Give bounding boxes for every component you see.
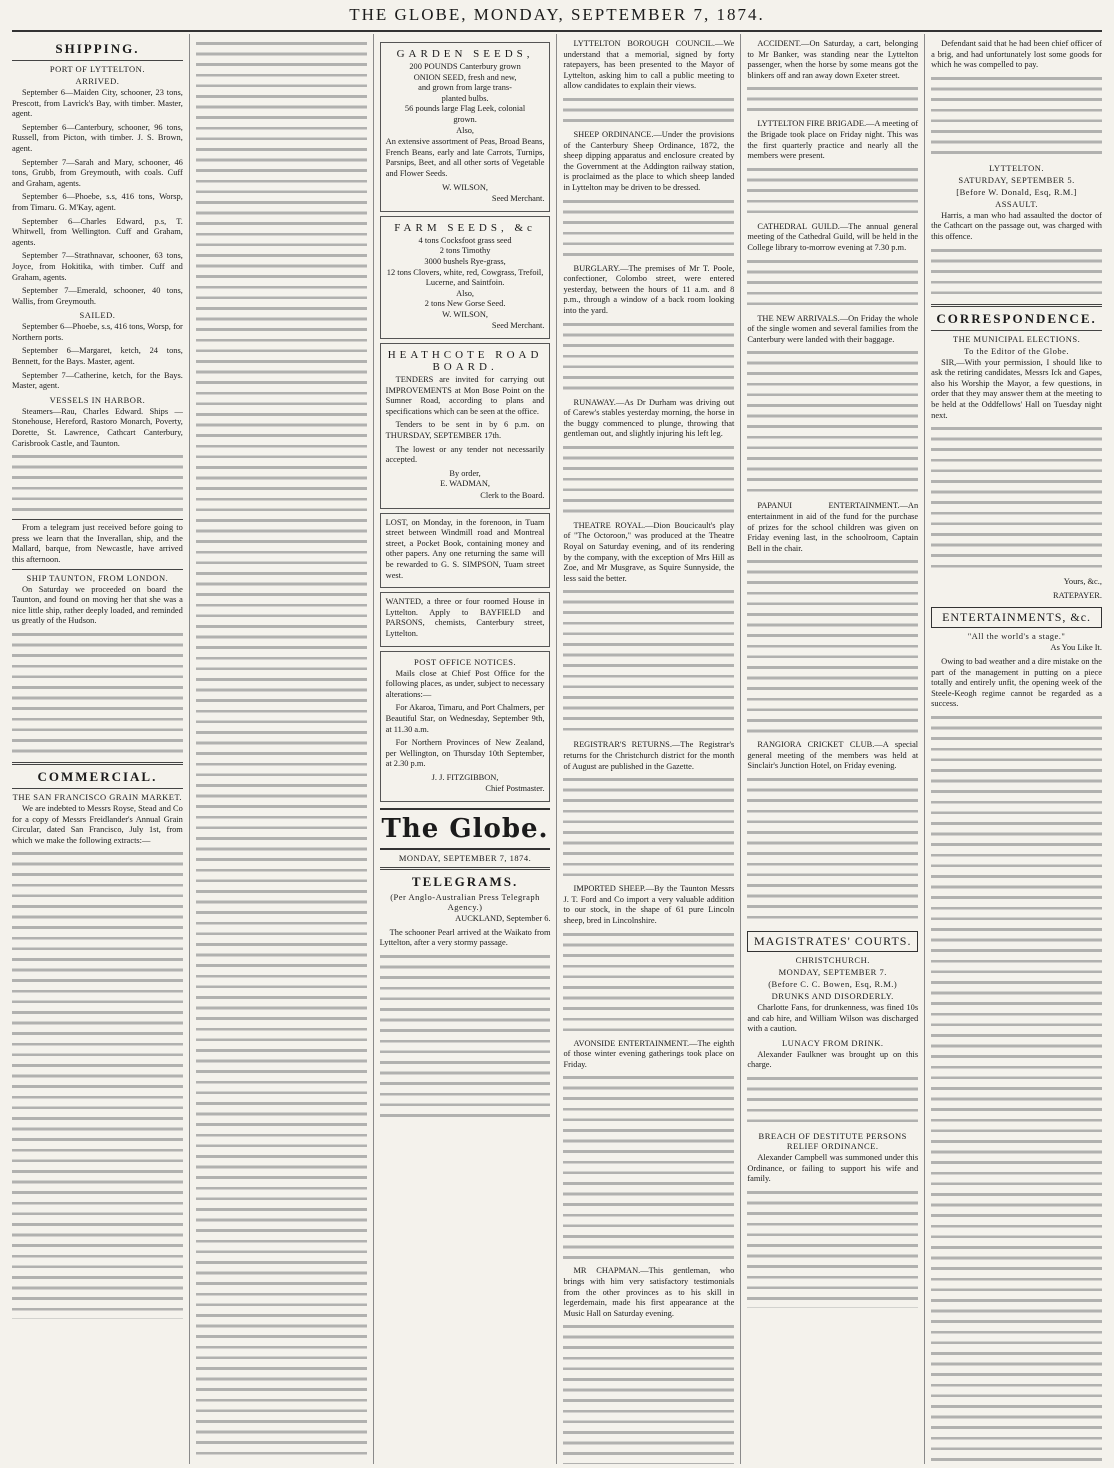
- ad-line: 3000 bushels Rye-grass,: [424, 256, 506, 266]
- entertainments-quote: "All the world's a stage.": [967, 631, 1066, 642]
- court-subheading: ASSAULT.: [995, 198, 1039, 209]
- column-2: [190, 34, 374, 1464]
- ad-line: 200 POUNDS Canterbury grown: [409, 62, 521, 71]
- news-item: SHEEP ORDINANCE.—Under the provisions of the Canterbury Sheep Ordinance, 1872, the sheep dipping apparatus and enclosure created by the Government at the Addington railway station, is proclaimed as the place to which sheep landed in Lyttelton may be driven to be dressed.: [563, 129, 735, 192]
- text-placeholder: [563, 443, 734, 518]
- text-placeholder: [747, 348, 918, 498]
- divider: [931, 330, 1102, 331]
- divider: [12, 788, 183, 789]
- column-3: [374, 34, 558, 1464]
- assault-text: Harris, a man who had assaulted the doctor of the Cathcart on the passage out, was charged with this offence.: [931, 210, 1102, 241]
- lyttelton-date: SATURDAY, SEPTEMBER 5.: [958, 174, 1075, 185]
- text-placeholder: [563, 587, 734, 737]
- news-item: MR CHAPMAN.—This gentleman, who brings with him very satisfactory testimonials from the other provinces as to his skill in legerdemain, made his first appearance at the Music Hall on Saturday evening.: [563, 1266, 735, 1318]
- arrival-item: September 7—Strathnavar, schooner, 63 tons, Joyce, from Hokitika, with timber. Cuff and Graham, agents.: [12, 251, 183, 282]
- commercial-intro: We are indebted to Messrs Royse, Stead and Co for a copy of Messrs Freidlander's Annual Grain Circular, dated San Francisco, July 1st, from which we make the following extracts:—: [12, 803, 183, 845]
- news-item: RANGIORA CRICKET CLUB.—A special general meeting of the members was held at Sinclair's Junction Hotel, on Friday evening.: [747, 740, 919, 771]
- magistrates-heading: MAGISTRATES' COURTS.: [747, 931, 918, 952]
- lost-text: LOST, on Monday, in the forenoon, in Tuam street between Windmill road and Montreal street, a Pocket Book, containing money and other papers. Any one returning the same will be rewarded to G. S. SIMPSON, Tuam street west.: [385, 517, 545, 580]
- text-placeholder: [563, 197, 734, 261]
- ad-signature: Seed Merchant.: [491, 321, 545, 331]
- garden-seeds-title: GARDEN SEEDS,: [396, 48, 534, 60]
- text-placeholder: [931, 424, 1102, 574]
- text-placeholder: [563, 1073, 734, 1263]
- sailed-item: September 6—Phoebe, s.s, 416 tons, Worsp, for Northern ports.: [12, 322, 183, 342]
- correspondence-sub: THE MUNICIPAL ELECTIONS.: [952, 333, 1081, 344]
- shipping-heading: SHIPPING.: [55, 41, 140, 56]
- news-item: ACCIDENT.—On Saturday, a cart, belonging to Mr Banker, was standing near the Lyttelton passenger, when the horse by some means got the blinkers off and ran away down Exeter street.: [747, 39, 919, 80]
- ad-signature: W. WILSON,: [442, 309, 488, 319]
- arrival-item: September 6—Phoebe, s.s, 416 tons, Worsp, from Timaru. G. M'Kay, agent.: [12, 192, 183, 212]
- post-office-ad: [380, 651, 551, 803]
- divider: [931, 304, 1102, 307]
- ad-line: An extensive assortment of Peas, Broad Beans, French Beans, early and late Carrots, Turnips, Parsnips, Beet, and all other sorts of Vegetable and Flower Seeds.: [385, 137, 545, 178]
- text-placeholder: [563, 775, 734, 881]
- telegrams-heading: TELEGRAMS.: [411, 874, 519, 890]
- telegrams-place: AUCKLAND, September 6.: [455, 914, 551, 924]
- commercial-heading: COMMERCIAL.: [37, 768, 158, 784]
- text-placeholder: [563, 1322, 734, 1464]
- telegram-text: From a telegram just received before going to press we learn that the Inverallan, ship, and the Mallard, barque, from Newcastle, have arrived this afternoon.: [12, 523, 183, 564]
- entertainments-quote-source: As You Like It.: [1050, 643, 1102, 653]
- text-placeholder: [563, 930, 734, 1036]
- ad-signature: Chief Postmaster.: [485, 784, 545, 794]
- ad-line: 56 pounds large Flag Leek, colonial: [404, 104, 526, 114]
- sailed-item: September 6—Margaret, ketch, 24 tons, Bennett, for the Bays. Master, agent.: [12, 346, 183, 367]
- garden-seeds-ad: [380, 42, 551, 212]
- ad-signature: W. WILSON,: [442, 182, 488, 192]
- ad-signature: By order,: [449, 468, 481, 478]
- magistrates-date: MONDAY, SEPTEMBER 7.: [778, 967, 887, 978]
- ad-text: TENDERS are invited for carrying out IMPROVEMENTS at Mon Bose Point on the Sumner Road, according to plans and specifications which can be seen at the office.: [385, 375, 545, 416]
- news-item: PAPANUI ENTERTAINMENT.—An entertainment in aid of the fund for the purchase of prizes for the school children was given on Friday evening last, in the schoolroom, Captain Bell in the chair.: [747, 501, 919, 553]
- masthead: THE GLOBE, MONDAY, SEPTEMBER 7, 1874.: [12, 0, 1102, 32]
- ad-line: 2 tons Timothy: [439, 246, 491, 256]
- court-text: Alexander Campbell was summoned under this Ordinance, or failing to support his wife and family.: [747, 1153, 919, 1184]
- court-text: Charlotte Fans, for drunkenness, was fined 10s and cab hire, and William Wilson was discharged with a caution.: [747, 1003, 919, 1034]
- entertainments-heading: ENTERTAINMENTS, &c.: [931, 607, 1102, 628]
- taunton-heading: SHIP TAUNTON, FROM LONDON.: [26, 572, 169, 583]
- text-placeholder: [747, 257, 918, 311]
- correspondence-text: SIR,—With your permission, I should like to ask the retiring candidates, Messrs Ick and Gapes, also his Worship the Mayor, a few questions, in order that they may answer them at the meeting to be held at the Oddfellows' Hall on Tuesday night next.: [931, 357, 1102, 420]
- globe-masthead: [380, 808, 551, 850]
- ad-line: Also,: [456, 125, 475, 135]
- ad-line: planted bulbs.: [441, 93, 489, 103]
- news-item: IMPORTED SHEEP.—By the Taunton Messrs J. T. Ford and Co import a very valuable addition to our stock, in the shape of 61 pure Lincoln sheep, bred in Lincolnshire.: [563, 884, 735, 925]
- divider: [12, 519, 183, 520]
- arrival-item: September 6—Charles Edward, p.s, T. Whitwell, from Wellington. Cuff and Graham, agents.: [12, 216, 183, 247]
- text-placeholder: [12, 849, 183, 1319]
- ad-text: Mails close at Chief Post Office for the following places, as under, subject to necessary alterations:—: [385, 668, 545, 699]
- ad-signature: Clerk to the Board.: [480, 491, 545, 500]
- news-item: REGISTRAR'S RETURNS.—The Registrar's returns for the Christchurch district for the month of August are published in the Gazette.: [563, 740, 735, 771]
- text-placeholder: [747, 775, 918, 925]
- column-6: [925, 34, 1108, 1464]
- arrival-item: September 7—Sarah and Mary, schooner, 46 tons, Grubb, from Greymouth, with coals. Cuff and Graham, agents.: [12, 157, 183, 188]
- news-item: RUNAWAY.—As Dr Durham was driving out of Carew's stables yesterday morning, the horse in the buggy commenced to plunge, throwing that gentleman out, and slightly injuring his left leg.: [563, 397, 735, 439]
- wanted-text: WANTED, a three or four roomed House in Lyttelton. Apply to BAYFIELD and PARSONS, chemists, Canterbury street, Lyttelton.: [385, 597, 545, 638]
- heathcote-title: HEATHCOTE ROAD BOARD.: [387, 349, 543, 374]
- ad-signature: E. WADMAN,: [440, 479, 490, 489]
- ad-signature: Seed Merchant.: [491, 194, 545, 204]
- ad-line: grown.: [453, 114, 477, 124]
- text-placeholder: [931, 246, 1102, 300]
- column-4: [557, 34, 741, 1464]
- news-item: CATHEDRAL GUILD.—The annual general meeting of the Cathedral Guild, will be held in the College library to-morrow evening at 7.30 p.m.: [747, 221, 919, 252]
- columns: [6, 34, 1108, 1464]
- correspondence-to: To the Editor of the Globe.: [964, 345, 1070, 356]
- commercial-sub: THE SAN FRANCISCO GRAIN MARKET.: [12, 791, 183, 802]
- harbor-text: Steamers—Rau, Charles Edward. Ships — Stonehouse, Hereford, Rastoro Monarch, Poverty, Dorette, St. Lawrence, Cathcart Canterbury, Carisbrook Castle, and Taunton.: [12, 406, 183, 448]
- farm-seeds-title: FARM SEEDS, &c: [394, 221, 536, 234]
- ad-line: 2 tons New Gorse Seed.: [424, 299, 506, 309]
- news-item: THE NEW ARRIVALS.—On Friday the whole of the single women and several families from the Canterbury were landed with their baggage.: [747, 313, 919, 344]
- court-subheading: DRUNKS AND DISORDERLY.: [771, 991, 894, 1002]
- correspondence-heading: CORRESPONDENCE.: [936, 310, 1097, 326]
- divider: [12, 762, 183, 765]
- entertainments-text: Owing to bad weather and a dire mistake on the part of the management in putting on a piece totally and entirely unfit, the opening week of the Steele-Keogh regime cannot be regarded as a success.: [931, 656, 1102, 709]
- column-1: [6, 34, 190, 1464]
- court-text: Defendant said that he had been chief officer of a brig, and had unfortunately lost some goods for which he was compelled to pay.: [931, 39, 1102, 70]
- text-placeholder: [196, 39, 367, 1459]
- divider: [12, 569, 183, 570]
- taunton-text: On Saturday we proceeded on board the Taunton, and found on moving her that she was a nice little ship, rather deeply loaded, and reminded us greatly of the Hudson.: [12, 584, 183, 626]
- wanted-notice: [380, 592, 551, 646]
- court-subheading: LUNACY FROM DRINK.: [781, 1037, 884, 1048]
- news-item: AVONSIDE ENTERTAINMENT.—The eighth of those winter evening gatherings took place on Friday.: [563, 1038, 735, 1069]
- text-placeholder: [12, 630, 183, 758]
- correspondence-sign: RATEPAYER.: [1053, 590, 1102, 600]
- farm-seeds-ad: [380, 216, 551, 339]
- ad-text: The lowest or any tender not necessarily accepted.: [385, 444, 545, 465]
- news-item: THEATRE ROYAL.—Dion Boucicault's play of "The Octoroon," was produced at the Theatre Royal on Saturday evening, and of its rendering by the company, with the exception of Mrs Hill as Zoe, and Mr Musgrave, as Squire Sunnyside, the less said the better.: [563, 520, 735, 583]
- column-5: [741, 34, 925, 1464]
- ad-text: For Northern Provinces of New Zealand, per Wellington, on Thursday 10th September, at 2.30 p.m.: [385, 738, 545, 769]
- port-heading: PORT OF LYTTELTON.: [49, 64, 145, 74]
- news-item: LYTTELTON FIRE BRIGADE.—A meeting of the Brigade took place on Friday night. This was the first quarterly practice and nearly all the members were present.: [747, 119, 919, 161]
- text-placeholder: [563, 320, 734, 395]
- news-item: BURGLARY.—The premises of Mr T. Poole, confectioner, Colombo street, were entered yesterday, between the hours of 11 a.m. and 8 p.m., through a window of a back room looking into the yard.: [563, 263, 735, 315]
- harbor-label: VESSELS IN HARBOR.: [49, 394, 146, 405]
- magistrates-before: (Before C. C. Bowen, Esq, R.M.): [768, 979, 898, 990]
- arrival-item: September 6—Maiden City, schooner, 23 tons, Prescott, from Lavrick's Bay, with timber. Master, agent.: [12, 88, 183, 119]
- ad-line: Also,: [456, 288, 475, 298]
- text-placeholder: [747, 1074, 918, 1128]
- ad-line: 4 tons Cocksfoot grass seed: [418, 235, 512, 245]
- court-text: Alexander Faulkner was brought up on this charge.: [747, 1049, 919, 1070]
- magistrates-place: CHRISTCHURCH.: [795, 955, 870, 966]
- text-placeholder: [747, 1188, 918, 1308]
- arrival-item: September 6—Canterbury, schooner, 96 tons, Russell, from Picton, with timber. J. S. Brown, agent.: [12, 122, 183, 153]
- divider: [380, 867, 551, 870]
- ad-text: Tenders to be sent in by 6 p.m. on THURSDAY, SEPTEMBER 17th.: [385, 420, 545, 441]
- text-placeholder: [747, 84, 918, 116]
- lyttelton-before: [Before W. Donald, Esq, R.M.]: [956, 186, 1077, 197]
- ad-line: 12 tons Clovers, white, red, Cowgrass, Trefoil, Lucerne, and Saintfoin.: [386, 267, 544, 288]
- lyttelton-heading: LYTTELTON.: [989, 162, 1045, 173]
- court-subheading: BREACH OF DESTITUTE PERSONS RELIEF ORDINANCE.: [758, 1131, 907, 1152]
- telegrams-sub: (Per Anglo-Australian Press Telegraph Agency.): [390, 892, 540, 913]
- post-office-heading: POST OFFICE NOTICES.: [413, 656, 517, 667]
- ad-line: and grown from large trans-: [418, 83, 512, 93]
- heathcote-ad: [380, 343, 551, 509]
- globe-title: The Globe.: [381, 814, 549, 845]
- text-placeholder: [563, 95, 734, 127]
- ad-text: For Akaroa, Timaru, and Port Chalmers, per Beautiful Star, on Wednesday, September 9th, at 11.30 a.m.: [385, 703, 545, 734]
- arrived-label: ARRIVED.: [75, 76, 120, 86]
- news-item: LYTTELTON BOROUGH COUNCIL.—We understand that a memorial, signed by forty ratepayers, has been presented to the Mayor of Lyttelton, asking him to call a public meeting to allow candidates to explain their views.: [563, 39, 735, 91]
- sailed-item: September 7—Catherine, ketch, for the Bays. Master, agent.: [12, 370, 183, 391]
- ad-signature: J. J. FITZGIBBON,: [431, 772, 499, 782]
- telegrams-text: The schooner Pearl arrived at the Waikato from Lyttelton, after a very stormy passage.: [379, 927, 551, 948]
- text-placeholder: [747, 557, 918, 737]
- text-placeholder: [380, 952, 551, 1122]
- text-placeholder: [931, 74, 1102, 160]
- lost-notice: [380, 513, 551, 589]
- text-placeholder: [931, 713, 1102, 1464]
- sailed-label: SAILED.: [79, 310, 116, 321]
- correspondence-sign: Yours, &c.,: [1063, 577, 1102, 587]
- arrival-item: September 7—Emerald, schooner, 40 tons, Wallis, from Greymouth.: [12, 286, 183, 306]
- ad-line: ONION SEED, fresh and new,: [413, 72, 517, 82]
- divider: [12, 60, 183, 61]
- globe-date: MONDAY, SEPTEMBER 7, 1874.: [398, 853, 532, 864]
- text-placeholder: [12, 452, 183, 516]
- text-placeholder: [747, 165, 918, 219]
